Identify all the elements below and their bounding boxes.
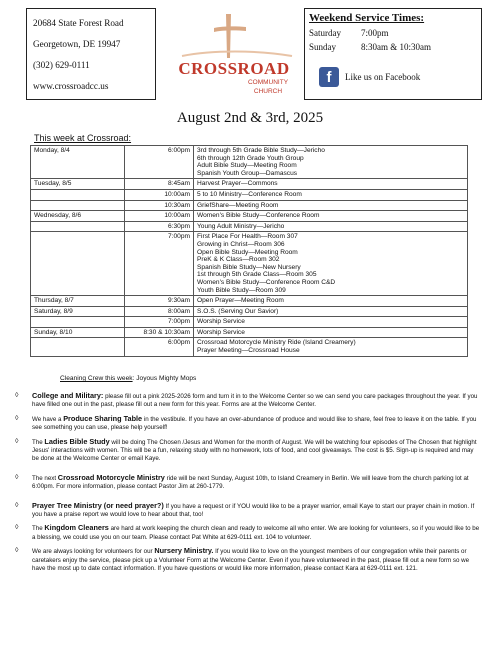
phone-number: (302) 629-0111 bbox=[33, 60, 90, 70]
facebook-icon[interactable]: f bbox=[319, 67, 339, 87]
announcement-text: are hard at work keeping the church clean and ready to welcome all who enter. We are looking for volunteers, so if you would like to be a blessing, we could use you on our team. Please contact Pat White at 629-0111 ext. 104 to volunteer. bbox=[32, 525, 480, 541]
service-time: 7:00pm bbox=[361, 28, 389, 38]
schedule-event: 1st through 5th Grade Class—Room 305 bbox=[197, 271, 317, 279]
service-times-box bbox=[304, 8, 482, 100]
schedule-event: Spanish Youth Group—Damascus bbox=[197, 169, 298, 177]
cleaning-crew-value: : Joyous Mighty Mops bbox=[132, 375, 197, 382]
schedule-event: 3rd through 5th Grade Bible Study—Jericho bbox=[197, 147, 325, 154]
schedule-row bbox=[31, 211, 468, 222]
logo-line2: COMMUNITY bbox=[247, 79, 289, 86]
logo-line3: CHURCH bbox=[253, 88, 283, 95]
schedule-day: Saturday, 8/9 bbox=[31, 306, 125, 317]
street-address: 20684 State Forest Road bbox=[33, 18, 124, 28]
announcement-text: will be doing The Chosen /Jesus and Women for the month of August. We will be watching four episodes of The Chosen that highlight Jesus' interactions with women. This will be a fun, relaxing study with no homework, lots of food, and cool giveaways. The cost is $5. Sign-up is required and may be done at the Welcome Center or email Kaye. bbox=[32, 438, 477, 463]
announcement-text: If you would like to love on the youngest members of our congregation while their parents or caretakers enjoy the service, please pick up a Volunteer Form at the Welcome Center. Even if you have volunteered in the past, please fill out a new form so we have the most up to date contact information. If you have questions or would like more information, please contact Kara at 629-0111 ext. 121. bbox=[32, 548, 470, 573]
facebook-label: Like us on Facebook bbox=[345, 72, 421, 82]
crossroad-logo bbox=[162, 12, 306, 98]
announcements-list bbox=[15, 392, 480, 574]
schedule-events bbox=[194, 306, 468, 317]
schedule-day bbox=[31, 338, 125, 356]
service-day: Saturday bbox=[309, 28, 341, 38]
schedule-events bbox=[194, 296, 468, 307]
schedule-row bbox=[31, 306, 468, 317]
announcement-item bbox=[15, 474, 480, 492]
schedule-event: Open Prayer—Meeting Room bbox=[197, 297, 284, 305]
schedule-day: Monday, 8/4 bbox=[31, 146, 125, 179]
schedule-time: 8:30 & 10:30am bbox=[125, 327, 194, 338]
schedule-time: 6:30pm bbox=[125, 221, 194, 232]
schedule-events bbox=[194, 232, 468, 296]
schedule-event: S.O.S. (Serving Our Savior) bbox=[197, 307, 279, 315]
schedule-row bbox=[31, 327, 468, 338]
schedule-time: 10:00am bbox=[125, 211, 194, 222]
service-row bbox=[309, 26, 477, 40]
announcement-text: If you have a request or if YOU would like to be a prayer warrior, email Kaye to start our prayer chain in motion. If you have a praise report we would love to hear about that, too! bbox=[32, 502, 475, 519]
diamond-bullet-icon: ◊ bbox=[15, 547, 19, 555]
schedule-time: 10:00am bbox=[125, 189, 194, 200]
announcement-title: Nursery Ministry. bbox=[154, 546, 214, 556]
schedule-event: Open Bible Study—Meeting Room bbox=[197, 248, 298, 256]
schedule-day bbox=[31, 232, 125, 296]
bulletin-date: August 2nd & 3rd, 2025 bbox=[176, 110, 324, 126]
service-row bbox=[309, 40, 477, 54]
schedule-event: Worship Service bbox=[197, 318, 245, 326]
schedule-row bbox=[31, 317, 468, 328]
schedule-time: 9:30am bbox=[125, 296, 194, 307]
church-address-box bbox=[26, 8, 156, 100]
schedule-row bbox=[31, 179, 468, 190]
diamond-bullet-icon: ◊ bbox=[15, 437, 19, 445]
schedule-day bbox=[31, 221, 125, 232]
service-times-title: Weekend Service Times: bbox=[309, 12, 425, 24]
schedule-event: Women's Bible Study—Conference Room C&D bbox=[197, 278, 336, 286]
announcement-title: Prayer Tree Ministry (or need prayer?) bbox=[32, 500, 164, 510]
city-state-zip: Georgetown, DE 19947 bbox=[33, 39, 121, 49]
schedule-time: 6:00pm bbox=[125, 146, 194, 179]
schedule-event: Prayer Meeting—Crossroad House bbox=[197, 347, 300, 355]
schedule-day bbox=[31, 317, 125, 328]
schedule-event: Harvest Prayer—Commons bbox=[197, 180, 278, 188]
bulletin-header bbox=[26, 8, 482, 100]
announcement-text: in the vestibule. If you have an over-abundance of produce and would like to share, feel free to leave it on the table. If you see something you can use, please help yourself! bbox=[32, 415, 477, 432]
schedule-events bbox=[194, 146, 468, 179]
schedule-day: Wednesday, 8/6 bbox=[31, 211, 125, 222]
schedule-event: 5 to 10 Ministry—Conference Room bbox=[197, 190, 302, 198]
service-time: 8:30am & 10:30am bbox=[361, 42, 431, 52]
schedule-events bbox=[194, 200, 468, 211]
announcement-title: Crossroad Motorcycle Ministry bbox=[57, 472, 165, 482]
facebook-link[interactable] bbox=[319, 67, 420, 87]
schedule-event: GriefShare—Meeting Room bbox=[197, 201, 279, 209]
announcement-item bbox=[15, 392, 480, 410]
announcement-intro: The next bbox=[32, 474, 58, 482]
schedule-events bbox=[194, 338, 468, 356]
schedule-day: Sunday, 8/10 bbox=[31, 327, 125, 338]
schedule-time: 6:00pm bbox=[125, 338, 194, 356]
announcement-text: ride will be next Sunday, August 10th, to Island Creamery in Berlin. We will leave from the church parking lot at 6:00pm. For more information, please contact Pastor Jim at 260-1779. bbox=[32, 474, 469, 491]
schedule-events bbox=[194, 221, 468, 232]
schedule-event: First Place For Health—Room 307 bbox=[197, 233, 298, 241]
diamond-bullet-icon: ◊ bbox=[15, 473, 19, 481]
schedule-time: 10:30am bbox=[125, 200, 194, 211]
schedule-event: Spanish Bible Study—New Nursery bbox=[197, 263, 301, 271]
website-link[interactable]: www.crossroadcc.us bbox=[33, 81, 109, 91]
schedule-time: 7:00pm bbox=[125, 317, 194, 328]
weekly-schedule-table bbox=[30, 145, 468, 357]
schedule-day bbox=[31, 200, 125, 211]
schedule-event: Crossroad Motorcycle Ministry Ride (Island Creamery) bbox=[197, 339, 356, 347]
announcement-item bbox=[15, 547, 480, 573]
diamond-bullet-icon: ◊ bbox=[15, 414, 19, 422]
schedule-row bbox=[31, 296, 468, 307]
service-day: Sunday bbox=[309, 42, 336, 52]
announcement-title: Ladies Bible Study bbox=[44, 436, 110, 446]
schedule-day bbox=[31, 189, 125, 200]
announcement-item bbox=[15, 502, 480, 520]
announcement-title: Produce Sharing Table bbox=[63, 413, 143, 423]
announcement-intro: The bbox=[32, 525, 45, 533]
announcement-title: Kingdom Cleaners bbox=[44, 523, 109, 533]
schedule-event: Young Adult Ministry—Jericho bbox=[197, 222, 285, 230]
schedule-events bbox=[194, 327, 468, 338]
schedule-row bbox=[31, 232, 468, 296]
announcement-intro: The bbox=[32, 438, 45, 446]
schedule-event: Adult Bible Study—Meeting Room bbox=[197, 162, 297, 170]
cleaning-crew-label: Cleaning Crew this week bbox=[60, 375, 133, 382]
schedule-event: Growing in Christ—Room 306 bbox=[197, 240, 285, 248]
announcement-title: College and Military: bbox=[32, 391, 104, 400]
schedule-row bbox=[31, 189, 468, 200]
diamond-bullet-icon: ◊ bbox=[15, 524, 19, 532]
schedule-event: Women's Bible Study—Conference Room bbox=[197, 212, 320, 220]
announcement-text: please fill out a pink 2025-2026 form and turn it in to the Welcome Center so we can send you care packages throughout the year. If you have filled one out in the past, please fill out a new form for this year. Forms are at the Welcome Center. bbox=[32, 393, 478, 409]
schedule-row bbox=[31, 200, 468, 211]
diamond-bullet-icon: ◊ bbox=[15, 501, 19, 509]
diamond-bullet-icon: ◊ bbox=[15, 392, 19, 399]
announcement-item bbox=[15, 438, 480, 464]
announcement-item bbox=[15, 524, 480, 542]
week-schedule-heading: This week at Crossroad: bbox=[34, 133, 132, 143]
schedule-event: 6th through 12th Grade Youth Group bbox=[197, 154, 304, 162]
announcement-item bbox=[15, 415, 480, 433]
schedule-event: Youth Bible Study—Room 309 bbox=[197, 286, 286, 294]
schedule-row bbox=[31, 221, 468, 232]
schedule-event: Worship Service bbox=[197, 328, 245, 336]
schedule-row bbox=[31, 338, 468, 356]
schedule-time: 8:00am bbox=[125, 306, 194, 317]
schedule-time: 7:00pm bbox=[125, 232, 194, 296]
schedule-events bbox=[194, 179, 468, 190]
announcement-intro: We are always looking for volunteers for our bbox=[32, 548, 155, 556]
schedule-events bbox=[194, 189, 468, 200]
cleaning-crew bbox=[60, 375, 196, 382]
schedule-day: Thursday, 8/7 bbox=[31, 296, 125, 307]
schedule-day: Tuesday, 8/5 bbox=[31, 179, 125, 190]
schedule-time: 8:45am bbox=[125, 179, 194, 190]
schedule-row bbox=[31, 146, 468, 179]
schedule-events bbox=[194, 211, 468, 222]
logo-name: CROSSROAD bbox=[178, 59, 290, 78]
schedule-events bbox=[194, 317, 468, 328]
schedule-event: PreK & K Class—Room 302 bbox=[197, 256, 280, 264]
announcement-intro: We have a bbox=[32, 415, 64, 423]
